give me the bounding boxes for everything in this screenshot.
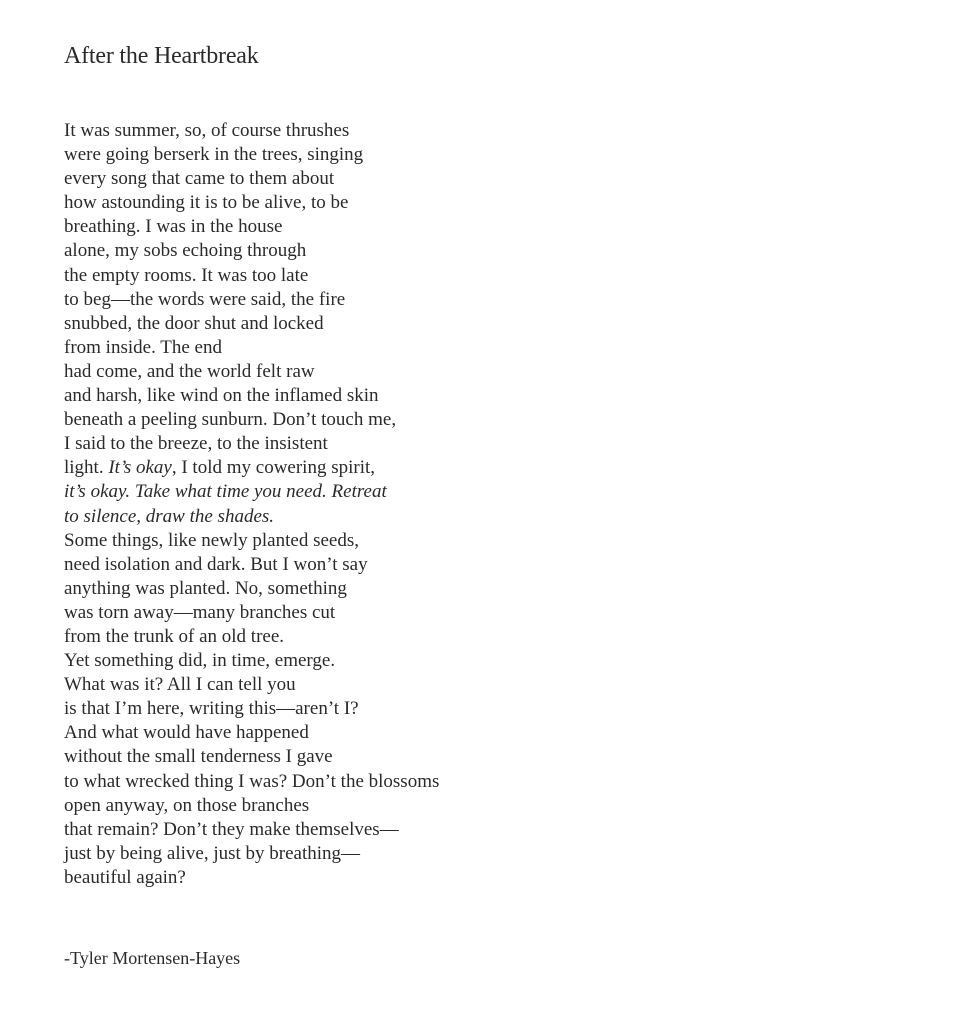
poem-line-text: every song that came to them about	[64, 168, 335, 190]
poem-line	[64, 673, 439, 697]
poem-line-italic-text: It’s okay	[108, 457, 172, 479]
poem-line	[64, 480, 439, 504]
poem-line-italic-text: it’s okay. Take what time you need. Retreat	[64, 481, 387, 503]
poem-line	[64, 288, 439, 312]
poem-line	[64, 167, 439, 191]
poem-line-text: just by being alive, just by breathing—	[64, 842, 361, 864]
poem-line	[64, 215, 439, 239]
poem-line-text: light.	[64, 457, 109, 479]
poem-line	[64, 529, 439, 553]
poem-line-text: and harsh, like wind on the inflamed skin	[64, 385, 379, 407]
poem-line-text: was torn away—many branches cut	[64, 601, 336, 623]
poem-line-text: from the trunk of an old tree.	[64, 625, 285, 647]
poem-line-italic-text: to silence, draw the shades.	[64, 505, 275, 527]
poem-line-text: , I told my cowering spirit,	[171, 457, 376, 479]
poem-line	[64, 239, 439, 263]
poem-line-text: beautiful again?	[64, 866, 186, 888]
poem-line-text: breathing. I was in the house	[64, 216, 283, 238]
poem-line	[64, 697, 439, 721]
poem-line-text: alone, my sobs echoing through	[64, 240, 307, 262]
poem-line	[64, 384, 439, 408]
poem-line	[64, 191, 439, 215]
poem-line	[64, 553, 439, 577]
poem-line-text: need isolation and dark. But I won’t say	[64, 553, 368, 575]
poem-line-text: without the small tenderness I gave	[64, 746, 333, 768]
poem-author: -Tyler Mortensen-Hayes	[64, 948, 241, 968]
poem-line-text: to beg—the words were said, the fire	[64, 288, 346, 310]
poem-line	[64, 625, 439, 649]
poem-line	[64, 432, 439, 456]
poem-title: After the Heartbreak	[64, 43, 259, 69]
poem-line-text: Some things, like newly planted seeds,	[64, 529, 359, 551]
poem-line	[64, 818, 439, 842]
poem-line-text: What was it? All I can tell you	[64, 674, 296, 696]
poem-line	[64, 842, 439, 866]
poem-line-text: anything was planted. No, something	[64, 577, 347, 599]
poem-line	[64, 601, 439, 625]
poem-line-text: were going berserk in the trees, singing	[64, 144, 364, 166]
poem-line-text: And what would have happened	[64, 722, 309, 744]
poem-line-text: is that I’m here, writing this—aren’t I?	[64, 698, 359, 720]
poem-line-text: how astounding it is to be alive, to be	[64, 192, 349, 214]
poem-line	[64, 360, 439, 384]
poem-line	[64, 866, 439, 890]
poem-line-text: open anyway, on those branches	[64, 794, 310, 816]
poem-line	[64, 336, 439, 360]
poem-line	[64, 794, 439, 818]
poem-line	[64, 649, 439, 673]
poem-line	[64, 505, 439, 529]
poem-line-text: Yet something did, in time, emerge.	[64, 650, 336, 672]
poem-line-text: that remain? Don’t they make themselves—	[64, 818, 399, 840]
poem-line	[64, 721, 439, 745]
poem-line-text: had come, and the world felt raw	[64, 360, 315, 382]
poem-line-text: the empty rooms. It was too late	[64, 264, 309, 286]
poem-line	[64, 456, 439, 480]
poem-line-text: from inside. The end	[64, 336, 222, 358]
poem-line	[64, 119, 439, 143]
poem-line-text: snubbed, the door shut and locked	[64, 312, 324, 334]
poem-line-text: to what wrecked thing I was? Don’t the blossoms	[64, 770, 440, 792]
poem-body	[64, 119, 439, 890]
poem-line	[64, 312, 439, 336]
poem-line	[64, 745, 439, 769]
poem-line	[64, 770, 439, 794]
poem-line	[64, 577, 439, 601]
poem-line-text: I said to the breeze, to the insistent	[64, 433, 328, 455]
poem-line	[64, 264, 439, 288]
poem-line	[64, 408, 439, 432]
poem-line	[64, 143, 439, 167]
poem-line-text: It was summer, so, of course thrushes	[64, 120, 350, 141]
poem-line-text: beneath a peeling sunburn. Don’t touch me,	[64, 409, 397, 431]
